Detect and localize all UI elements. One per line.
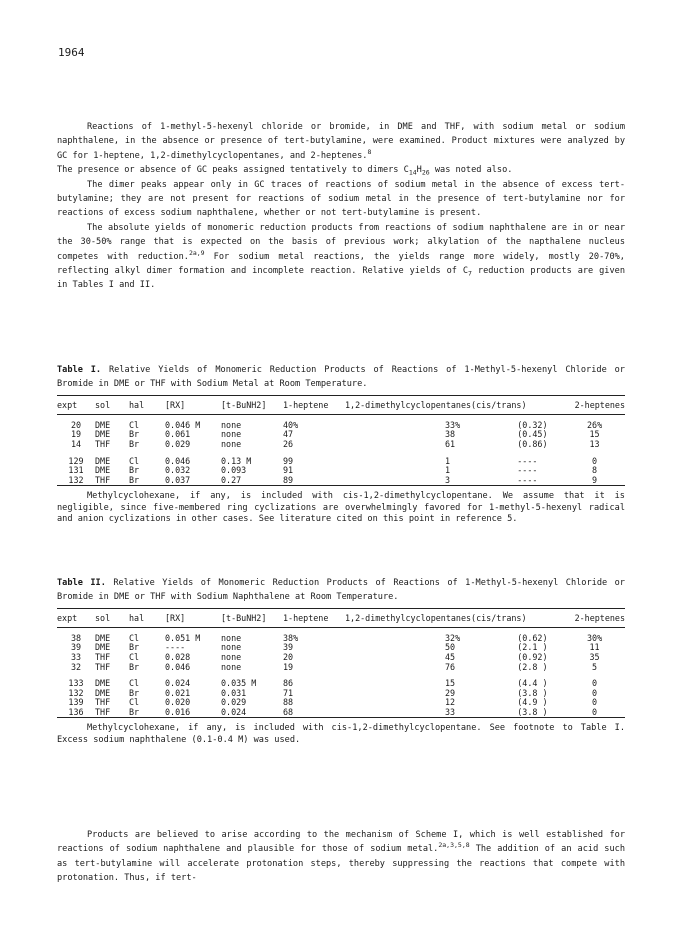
ref-sup: 2a,3,5,8: [438, 841, 470, 850]
formula-h: H: [416, 165, 422, 176]
table-1-block: [57, 363, 625, 526]
table-1-header-row: [57, 395, 625, 414]
table-row: 132 THF Br 0.037 0.27 89 3 ---- 9: [57, 476, 625, 486]
col-header: [RX]: [165, 612, 186, 623]
col-header: hal: [129, 612, 145, 623]
table-2-caption: [57, 576, 625, 605]
table-row: 133 DME Cl 0.024 0.035 M 86 15 (4.4 ) 0: [68, 678, 598, 689]
paragraph-3: [57, 221, 625, 293]
table-2: [57, 608, 625, 719]
col-header: sol: [95, 612, 111, 623]
col-header: hal: [129, 399, 145, 410]
col-header: [t-BuNH2]: [221, 612, 267, 623]
table-2-block: [57, 576, 625, 746]
col-header: [RX]: [165, 399, 186, 410]
col-header: [t-BuNH2]: [221, 399, 267, 410]
table-row: 38 DME Cl 0.051 M none 38% 32% (0.62) 30%: [70, 632, 603, 643]
table-row: 136 THF Br 0.016 0.024 68 33 (3.8 ) 0: [57, 708, 625, 718]
table-1-label: Table I.: [57, 365, 102, 375]
table-2-header-row: [57, 608, 625, 627]
table-1: [57, 395, 625, 486]
col-header: sol: [95, 399, 111, 410]
table-2-caption-text: Relative Yields of Monomeric Reduction Products of Reactions of 1-Methyl-5-hexenyl Chloride or Bromide in DME or THF with Sodium Naphthalene at Room Temperature.: [57, 578, 625, 603]
paragraph-1-text-c: was noted also.: [429, 165, 513, 176]
col-header: 1,2-dimethylcyclopentanes(cis/trans): [345, 612, 527, 623]
table-row: 131 DME Br 0.032 0.093 91 1 ---- 8: [68, 465, 598, 476]
col-header: 2-heptenes: [574, 399, 625, 410]
paragraph-4-text: Products are believed to arise according to the mechanism of Scheme I, which is well established for reactions of sodium naphthalene and plausible for those of sodium metal.: [57, 830, 625, 855]
table-2-footnote: Methylcyclohexane, if any, is included with cis-1,2-dimethylcyclopentane. See footnote to Table I. Excess sodium naphthalene (0.1-0.4 M) was used.: [57, 723, 625, 745]
paragraph-1-text-b: The presence or absence of GC peaks assigned tentatively to dimers C: [57, 165, 409, 176]
paragraph-4-text-b: The addition of an acid such as tert-butylamine will accelerate protonation steps, thereby suppressing the reactions that compete with protonation. Thus, if tert-: [57, 844, 625, 884]
paragraph-3-text-c: reduction products are given in Tables I and II.: [57, 266, 626, 291]
paragraph-1: [57, 120, 625, 178]
paragraph-3-text-b: For sodium metal reactions, the yields range more widely, mostly 20-70%, reflecting alkyl dimer formation and incomplete reaction. Relative yields of C: [57, 251, 625, 277]
table-row: 19 DME Br 0.061 none 47 38 (0.45) 15: [70, 429, 600, 440]
table-1-caption: [57, 363, 625, 392]
table-row: 132 DME Br 0.021 0.031 71 29 (3.8 ) 0: [68, 687, 598, 698]
col-header: 2-heptenes: [574, 612, 625, 623]
col-header: 1-heptene: [283, 612, 329, 623]
table-row: 39 DME Br ---- none 39 50 (2.1 ) 11: [70, 642, 600, 653]
col-header: 1,2-dimethylcyclopentanes(cis/trans): [345, 399, 527, 410]
ref-sup: 2a,9: [188, 248, 205, 257]
table-1-caption-text: Relative Yields of Monomeric Reduction Products of Reactions of 1-Methyl-5-hexenyl Chloride or Bromide in DME or THF with Sodium Metal at Room Temperature.: [57, 365, 625, 390]
table-row: 139 THF Cl 0.020 0.029 88 12 (4.9 ) 0: [68, 697, 598, 708]
ref-sup: 8: [367, 147, 372, 156]
paragraph-4: [57, 828, 625, 886]
col-header: expt: [57, 612, 78, 623]
paragraph-2: The dimer peaks appear only in GC traces of reactions of sodium metal in the absence of excess tert-butylamine; they are not present for reactions of sodium metal in the presence of tert-butylamine nor for reactions of excess sodium naphthalene, whether or not tert-butylamine is present.: [57, 179, 625, 219]
table-row: 129 DME Cl 0.046 0.13 M 99 1 ---- 0: [68, 455, 598, 466]
col-header: 1-heptene: [283, 399, 329, 410]
table-1-footnote: Methylcyclohexane, if any, is included with cis-1,2-dimethylcyclopentane. We assume that it is negligible, since five-membered ring cyclizations are overwhelmingly favored for 1-methyl-5-hexenyl radical and anion cyclizations in other cases. See literature cited on this point in reference 5.: [57, 491, 625, 525]
col-header: expt: [57, 399, 78, 410]
table-row: 14 THF Br 0.029 none 26 61 (0.86) 13: [70, 438, 600, 449]
paragraph-3-text: The absolute yields of monomeric reduction products from reactions of sodium naphthalene are in or near the 30-50% range that is expected on the basis of previous work; alkylation of the napthalene nucleus competes with reduction.: [57, 222, 625, 262]
table-row: 20 DME Cl 0.046 M none 40% 33% (0.32) 26%: [70, 419, 603, 430]
table-row: 32 THF Br 0.046 none 19 76 (2.8 ) 5: [70, 661, 598, 672]
subscript: 14: [408, 168, 417, 177]
intro-paragraphs: [57, 120, 625, 293]
table-2-label: Table II.: [57, 578, 106, 588]
subscript: 7: [468, 269, 472, 278]
subscript: 26: [421, 168, 430, 177]
page-number: 1964: [58, 46, 85, 59]
table-row: 33 THF Cl 0.028 none 20 45 (0.92) 35: [70, 651, 600, 662]
closing-paragraph-block: [57, 828, 625, 886]
paragraph-1-text: Reactions of 1-methyl-5-hexenyl chloride or bromide, in DME and THF, with sodium metal or sodium naphthalene, in the absence or presence of tert-butylamine, were examined. Product mixtures were analyzed by GC for 1-heptene, 1,2-dimethylcyclopentanes, and 2-heptenes.: [57, 122, 625, 161]
